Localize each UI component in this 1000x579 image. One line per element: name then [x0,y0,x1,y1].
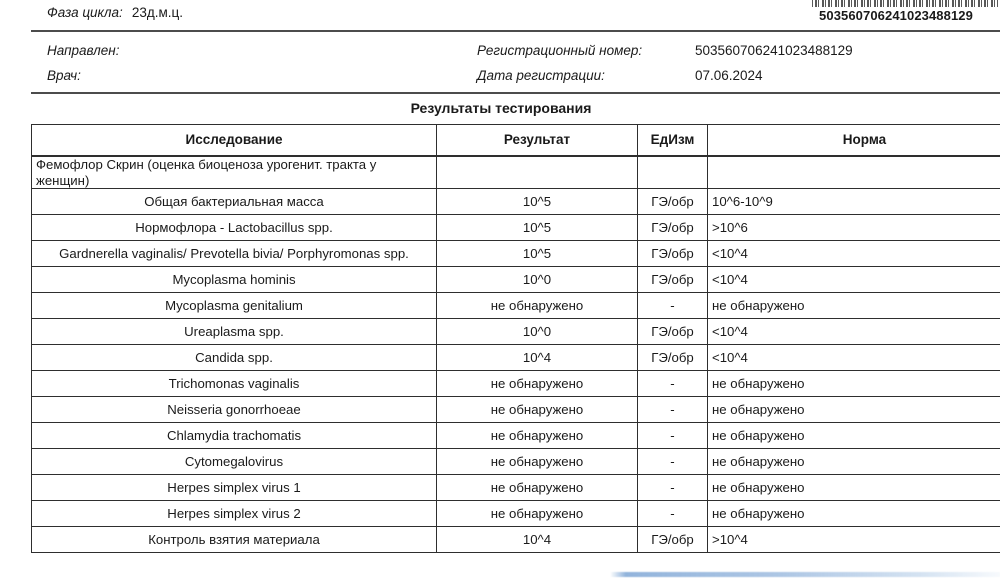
cell-unit: ГЭ/обр [638,527,708,553]
table-row [32,475,1000,501]
meta-row-referral [47,43,977,68]
selection-highlight [610,572,1000,577]
report-meta [47,43,977,93]
cell-unit: ГЭ/обр [638,319,708,345]
cell-norm: не обнаружено [708,475,1000,501]
registration-date-value: 07.06.2024 [695,68,763,83]
cell-norm: <10^4 [708,267,1000,293]
registration-number-label: Регистрационный номер: [477,43,643,58]
table-row [32,215,1000,241]
cell-norm: не обнаружено [708,423,1000,449]
cell-unit: ГЭ/обр [638,267,708,293]
cell-result [437,156,638,189]
page-title: Результаты тестирования [410,100,592,116]
doctor-label: Врач: [47,68,81,83]
results-table-body [32,156,1000,553]
cell-unit: - [638,293,708,319]
cell-result: 10^5 [437,241,638,267]
meta-row-doctor [47,68,977,93]
table-row [32,241,1000,267]
cell-norm: не обнаружено [708,293,1000,319]
divider-bottom [31,92,1000,94]
table-row [32,423,1000,449]
cell-study: Mycoplasma genitalium [32,293,437,319]
table-row [32,345,1000,371]
cell-norm [708,156,1000,189]
cell-result: не обнаружено [437,475,638,501]
cell-result: 10^5 [437,189,638,215]
divider-top [31,30,1000,32]
cell-unit: ГЭ/обр [638,189,708,215]
cell-unit: ГЭ/обр [638,345,708,371]
cell-study: Chlamydia trachomatis [32,423,437,449]
cell-study: Mycoplasma hominis [32,267,437,293]
cell-study: Нормофлора - Lactobacillus spp. [32,215,437,241]
cell-unit [638,156,708,189]
results-table [31,124,1000,553]
cell-result: 10^4 [437,345,638,371]
cell-result: не обнаружено [437,423,638,449]
cell-norm: не обнаружено [708,397,1000,423]
cell-study: Neisseria gonorrhoeae [32,397,437,423]
column-header-norm: Норма [708,125,1000,157]
table-row [32,501,1000,527]
cell-result: 10^0 [437,267,638,293]
cell-study: Trichomonas vaginalis [32,371,437,397]
cell-result: 10^4 [437,527,638,553]
table-header-row [32,125,1000,157]
cell-norm: <10^4 [708,319,1000,345]
cell-norm: <10^4 [708,241,1000,267]
cell-norm: >10^6 [708,215,1000,241]
cell-norm: не обнаружено [708,449,1000,475]
table-row [32,397,1000,423]
cell-unit: - [638,475,708,501]
cell-study: Herpes simplex virus 2 [32,501,437,527]
cell-study: Контроль взятия материала [32,527,437,553]
column-header-study: Исследование [32,125,437,157]
results-table-head [32,125,1000,157]
table-row [32,267,1000,293]
cell-norm: >10^4 [708,527,1000,553]
cycle-phase-value: 23д.м.ц. [131,5,183,20]
cell-study: Candida spp. [32,345,437,371]
table-row [32,371,1000,397]
cell-result: не обнаружено [437,293,638,319]
cell-study: Фемофлор Скрин (оценка биоценоза урогенит. тракта у женщин) [32,156,437,189]
cell-unit: ГЭ/обр [638,241,708,267]
table-row [32,293,1000,319]
table-row [32,189,1000,215]
cell-unit: - [638,449,708,475]
cell-unit: - [638,423,708,449]
barcode-icon [812,0,998,7]
registration-number-value: 503560706241023488129 [695,43,853,58]
cell-result: не обнаружено [437,397,638,423]
cell-norm: 10^6-10^9 [708,189,1000,215]
cell-unit: ГЭ/обр [638,215,708,241]
cell-study: Gardnerella vaginalis/ Prevotella bivia/ Porphyromonas spp. [32,241,437,267]
registration-date-label: Дата регистрации: [477,68,605,83]
cell-unit: - [638,501,708,527]
cell-result: не обнаружено [437,371,638,397]
table-row [32,449,1000,475]
cycle-phase-label: Фаза цикла: [47,5,123,20]
cell-norm: не обнаружено [708,501,1000,527]
column-header-unit: ЕдИзм [638,125,708,157]
table-row [32,319,1000,345]
column-header-result: Результат [437,125,638,157]
results-table-wrap [31,124,1000,553]
cell-norm: <10^4 [708,345,1000,371]
cell-norm: не обнаружено [708,371,1000,397]
cell-result: 10^0 [437,319,638,345]
cell-unit: - [638,371,708,397]
cell-study: Cytomegalovirus [32,449,437,475]
referred-by-label: Направлен: [47,43,120,58]
cell-study: Ureaplasma spp. [32,319,437,345]
cell-result: не обнаружено [437,501,638,527]
cell-result: не обнаружено [437,449,638,475]
cell-study: Общая бактериальная масса [32,189,437,215]
barcode-number: 503560706241023488129 [819,8,973,23]
cell-result: 10^5 [437,215,638,241]
table-row [32,156,1000,189]
cell-study: Herpes simplex virus 1 [32,475,437,501]
table-row [32,527,1000,553]
cell-unit: - [638,397,708,423]
barcode-block [800,0,1000,23]
cycle-phase [47,5,183,20]
